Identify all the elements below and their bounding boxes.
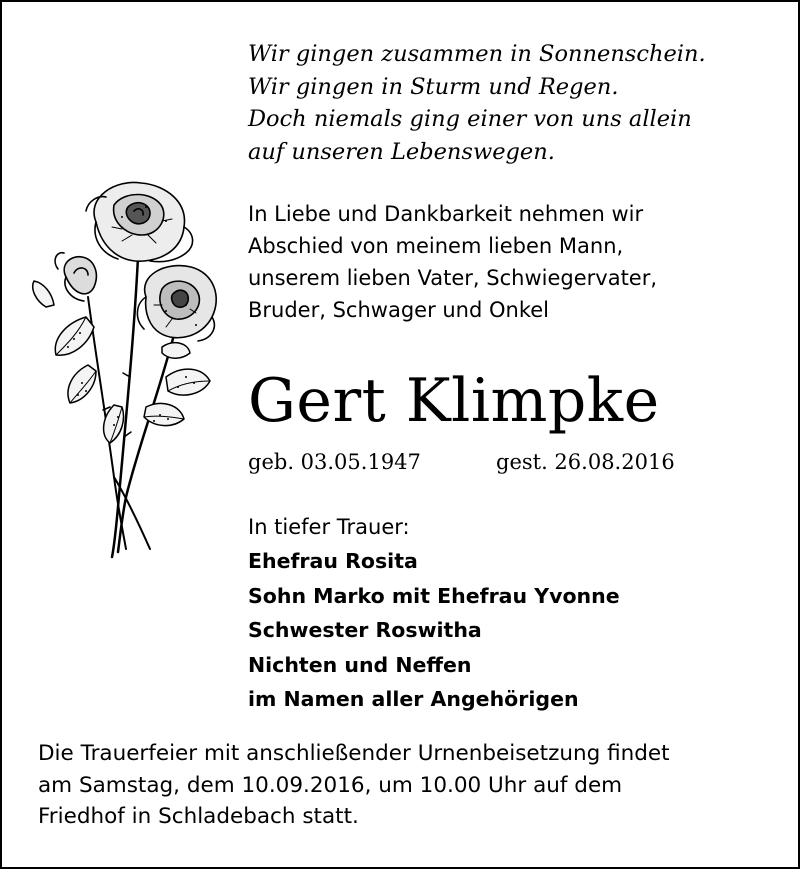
- service-line: am Samstag, dem 10.09.2016, um 10.00 Uhr auf dem: [38, 772, 623, 798]
- mourners-label: In tiefer Trauer:: [248, 515, 410, 539]
- death-date: gest. 26.08.2016: [496, 450, 675, 474]
- mourner: Sohn Marko mit Ehefrau Yvonne: [248, 583, 620, 608]
- service-line: Die Trauerfeier mit anschließender Urnenbeisetzung findet: [38, 741, 670, 766]
- service-line: Friedhof in Schladebach statt.: [38, 804, 359, 829]
- intro-text: [248, 198, 657, 326]
- mourner: Schwester Roswitha: [248, 618, 482, 642]
- intro-line: Abschied von meinem lieben Mann,: [248, 234, 624, 258]
- birth-date: geb. 03.05.1947: [248, 450, 421, 474]
- deceased-name: Gert Klimpke: [248, 366, 660, 436]
- poem-line: Wir gingen zusammen in Sonnenschein.: [248, 41, 706, 67]
- intro-line: unserem lieben Vater, Schwiegervater,: [248, 266, 658, 290]
- poem-line: Doch niemals ging einer von uns allein: [248, 106, 692, 132]
- funeral-service-info: [38, 738, 670, 833]
- intro-line: In Liebe und Dankbarkeit nehmen wir: [248, 202, 644, 226]
- intro-line: Bruder, Schwager und Onkel: [248, 298, 550, 322]
- poem: [248, 38, 706, 168]
- mourners-list: [248, 544, 620, 717]
- life-dates: [248, 442, 675, 482]
- poem-line: Wir gingen in Sturm und Regen.: [248, 73, 619, 100]
- poem-line: auf unseren Lebenswegen.: [248, 138, 555, 165]
- mourner: Ehefrau Rosita: [248, 549, 418, 573]
- rose-illustration-icon: [26, 177, 222, 562]
- mourner: im Namen aller Angehörigen: [248, 687, 579, 711]
- mourner: Nichten und Neffen: [248, 652, 472, 677]
